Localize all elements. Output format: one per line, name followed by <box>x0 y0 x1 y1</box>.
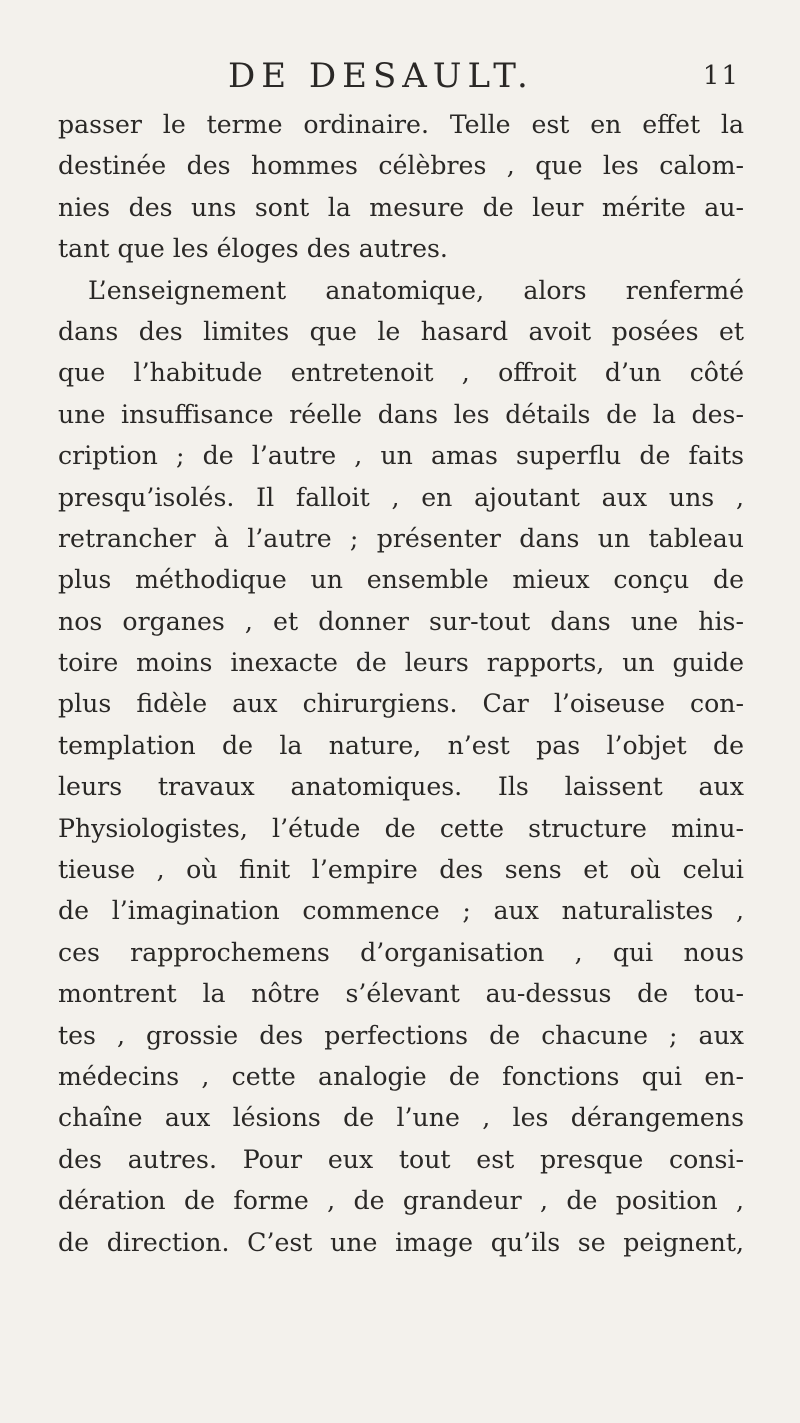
text-line: toire moins inexacte de leurs rapports, un guide <box>58 648 744 678</box>
text-line: retrancher à l’autre ; présenter dans un tableau <box>58 523 744 553</box>
text-line: des autres. Pour eux tout est presque consi- <box>58 1144 744 1174</box>
text-line: presqu’isolés. Il falloit , en ajoutant aux uns , <box>58 482 744 512</box>
text-line: chaîne aux lésions de l’une , les dérangemens <box>58 1103 744 1133</box>
text-line: nos organes , et donner sur-tout dans une his- <box>58 606 744 636</box>
text-line: montrent la nôtre s’élevant au-dessus de tou- <box>58 979 744 1009</box>
text-line: passer le terme ordinaire. Telle est en effet la <box>58 110 744 139</box>
text-line: tant que les éloges des autres. <box>58 234 448 264</box>
running-head <box>60 56 740 96</box>
text-line: templation de la nature, n’est pas l’objet de <box>58 730 744 760</box>
text-line: tieuse , où finit l’empire des sens et où celui <box>58 855 744 885</box>
text-line: dans des limites que le hasard avoit posées et <box>58 316 744 346</box>
text-line: ces rapprochemens d’organisation , qui nous <box>58 937 744 967</box>
text-line: nies des uns sont la mesure de leur mérite au- <box>58 192 744 222</box>
text-line: destinée des hommes célèbres , que les calom- <box>58 151 744 181</box>
page-number: 11 <box>702 61 740 91</box>
text-line: médecins , cette analogie de fonctions qui en- <box>58 1061 744 1091</box>
text-line: que l’habitude entretenoit , offroit d’un côté <box>58 358 744 388</box>
body-text <box>58 104 744 1263</box>
text-line: de l’imagination commence ; aux naturalistes , <box>58 896 744 926</box>
text-line: une insuffisance réelle dans les détails de la des- <box>58 399 744 429</box>
paragraph-start-line: L’enseignement anatomique, alors renfermé <box>88 275 744 305</box>
running-title: DE DESAULT. <box>228 56 534 96</box>
text-line: dération de forme , de grandeur , de position , <box>58 1186 744 1216</box>
text-line: plus fidèle aux chirurgiens. Car l’oiseuse con- <box>58 689 744 719</box>
text-line: Physiologistes, l’étude de cette structure minu- <box>58 813 744 843</box>
text-line: tes , grossie des perfections de chacune ; aux <box>58 1020 744 1050</box>
text-line: leurs travaux anatomiques. Ils laissent aux <box>58 772 744 802</box>
text-line: plus méthodique un ensemble mieux conçu de <box>58 565 744 595</box>
text-line: cription ; de l’autre , un amas superflu de faits <box>58 441 744 471</box>
text-line: de direction. C’est une image qu’ils se peignent, <box>58 1227 744 1257</box>
